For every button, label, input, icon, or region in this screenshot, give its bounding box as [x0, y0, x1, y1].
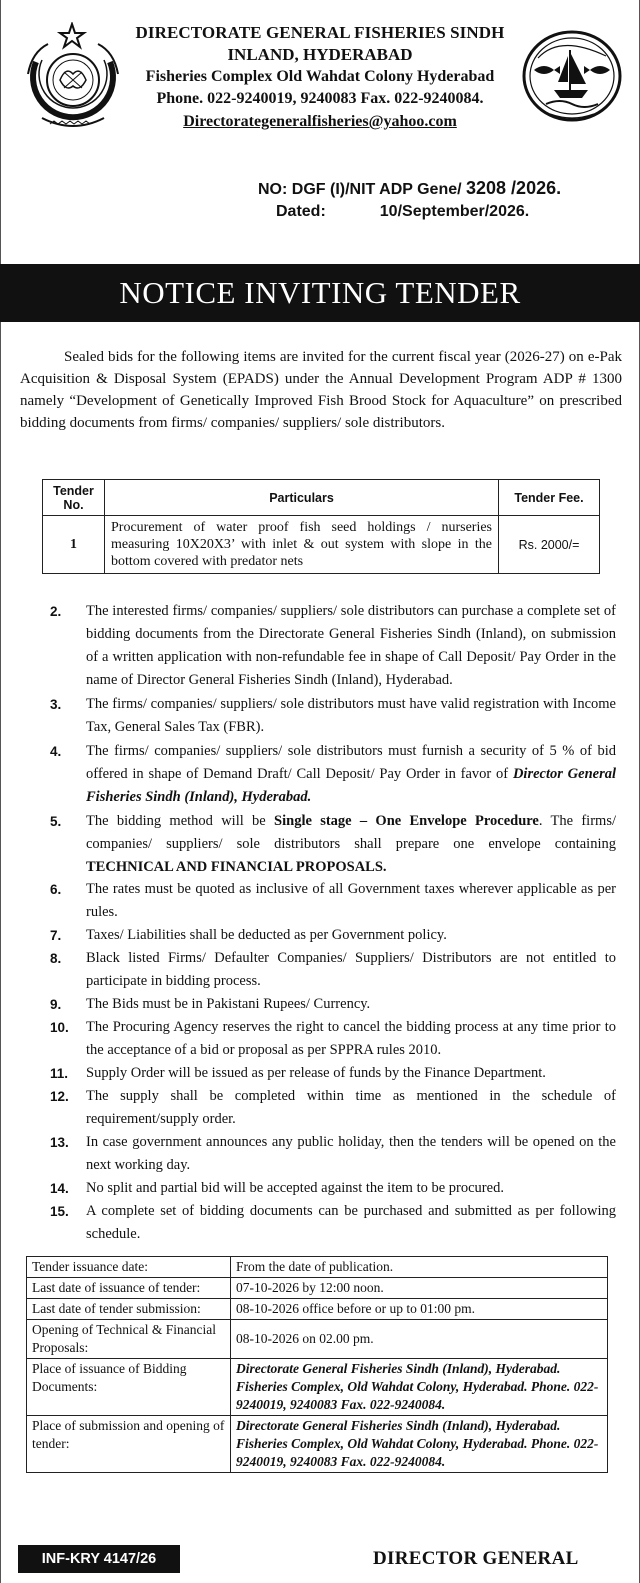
list-item	[50, 1085, 616, 1131]
schedule-value: From the date of publication.	[231, 1257, 608, 1278]
list-item	[50, 1062, 616, 1085]
item-text: The supply shall be completed within time as mentioned in the schedule of requirement/supply order.	[86, 1088, 616, 1127]
item-number: 13.	[50, 1135, 69, 1150]
org-name: DIRECTORATE GENERAL FISHERIES SINDH	[135, 23, 505, 42]
item-text-emphasis: TECHNICAL AND FINANCIAL PROPOSALS.	[86, 859, 387, 875]
list-item	[50, 810, 616, 879]
reference-number	[258, 178, 561, 199]
table-row	[27, 1257, 608, 1278]
sindh-government-seal-icon	[22, 22, 124, 134]
schedule-table	[26, 1256, 608, 1473]
tender-items-table	[42, 479, 600, 574]
reference-value: 3208 /2026.	[466, 178, 562, 198]
cell-tender-fee: Rs. 2000/=	[499, 516, 600, 574]
list-item	[50, 1016, 616, 1062]
schedule-label: Last date of issuance of tender:	[27, 1278, 231, 1299]
item-text: A complete set of bidding documents can be purchased and submitted as per following schedule.	[86, 1203, 616, 1242]
org-address: Fisheries Complex Old Wahdat Colony Hyderabad	[145, 68, 495, 85]
schedule-value: Directorate General Fisheries Sindh (Inland), Hyderabad. Fisheries Complex, Old Wahdat Colony, Hyderabad. Phone. 022-9240019, 9240083 Fax. 022-9240084.	[231, 1359, 608, 1416]
schedule-label: Tender issuance date:	[27, 1257, 231, 1278]
item-number: 7.	[50, 928, 62, 943]
list-item	[50, 947, 616, 993]
item-text: Taxes/ Liabilities shall be deducted as per Government policy.	[86, 927, 447, 943]
schedule-label: Opening of Technical & Financial Proposals:	[27, 1320, 231, 1359]
item-number: 6.	[50, 882, 62, 897]
org-email-link[interactable]: Directorategeneralfisheries@yahoo.com	[183, 113, 457, 130]
list-item	[50, 878, 616, 924]
dated-value: 10/September/2026.	[379, 203, 530, 220]
schedule-value: 08-10-2026 on 02.00 pm.	[231, 1320, 608, 1359]
item-text	[86, 810, 616, 879]
table-row	[27, 1278, 608, 1299]
list-item	[50, 600, 616, 692]
signatory-title: DIRECTOR GENERAL	[373, 1548, 579, 1569]
item-text: No split and partial bid will be accepted against the item to be procured.	[86, 1180, 504, 1196]
schedule-label: Place of issuance of Bidding Documents:	[27, 1359, 231, 1416]
tender-table-header-row	[43, 480, 600, 516]
item-text-part: The firms/ companies/ suppliers/ sole distributors must furnish a security of 5 % of bid offered in shape of Demand Draft/ Call Deposit/ Pay Order in favor of	[86, 743, 616, 782]
list-item	[50, 993, 616, 1016]
item-text: The rates must be quoted as inclusive of all Government taxes wherever applicable as per rules.	[86, 881, 616, 920]
schedule-value: Directorate General Fisheries Sindh (Inland), Hyderabad. Fisheries Complex, Old Wahdat Colony, Hyderabad. Phone. 022-9240019, 9240083 Fax. 022-9240084.	[231, 1416, 608, 1473]
item-number: 9.	[50, 997, 62, 1012]
schedule-label: Place of submission and opening of tender:	[27, 1416, 231, 1473]
notice-title-banner: NOTICE INVITING TENDER	[0, 264, 640, 322]
item-number: 5.	[50, 814, 62, 829]
item-number: 3.	[50, 697, 62, 712]
inf-code-badge: INF-KRY 4147/26	[18, 1545, 180, 1573]
fisheries-emblem-icon	[520, 28, 624, 124]
dated-label: Dated:	[276, 203, 326, 220]
item-text	[86, 740, 616, 809]
item-text-emphasis: Single stage – One Envelope Procedure	[274, 813, 539, 829]
item-text: Black listed Firms/ Defaulter Companies/ Suppliers/ Distributors are not entitled to participate in bidding process.	[86, 950, 616, 989]
schedule-value: 08-10-2026 office before or up to 01:00 pm.	[231, 1299, 608, 1320]
item-text: The Procuring Agency reserves the right to cancel the bidding process at any time prior to the acceptance of a bid or proposal as per SPPRA rules 2010.	[86, 1019, 616, 1058]
item-text-emphasis: Director General Fisheries Sindh (Inland), Hyderabad.	[86, 766, 617, 805]
item-number: 2.	[50, 604, 62, 619]
item-text: The firms/ companies/ suppliers/ sole distributors must have valid registration with Income Tax, General Sales Tax (FBR).	[86, 696, 616, 735]
item-number: 10.	[50, 1020, 69, 1035]
item-number: 15.	[50, 1204, 69, 1219]
header-particulars: Particulars	[105, 480, 499, 516]
list-item	[50, 1131, 616, 1177]
item-text-part: . The firms/ companies/ suppliers/ sole distributors shall prepare one envelope containing	[86, 813, 616, 852]
cell-tender-no: 1	[43, 516, 105, 574]
item-text: The interested firms/ companies/ suppliers/ sole distributors can purchase a complete set of bidding documents from the Directorate General Fisheries Sindh (Inland), on submission of a written application with non-refundable fee in shape of Call Deposit/ Pay Order in the name of Director General Fisheries Sindh (Inland), Hyderabad.	[86, 603, 616, 688]
item-number: 4.	[50, 744, 62, 759]
item-text: In case government announces any public holiday, then the tenders will be opened on the next working day.	[86, 1134, 616, 1173]
table-row	[27, 1359, 608, 1416]
item-number: 11.	[50, 1066, 69, 1081]
table-row	[27, 1299, 608, 1320]
table-row	[43, 516, 600, 574]
item-text: Supply Order will be issued as per release of funds by the Finance Department.	[86, 1065, 546, 1081]
org-location: INLAND, HYDERABAD	[227, 45, 413, 64]
table-row	[27, 1416, 608, 1473]
date-line	[276, 203, 529, 221]
item-number: 8.	[50, 951, 62, 966]
reference-prefix: NO: DGF (I)/NIT ADP Gene/	[258, 181, 467, 198]
schedule-value: 07-10-2026 by 12:00 noon.	[231, 1278, 608, 1299]
list-item	[50, 1200, 616, 1246]
item-number: 14.	[50, 1181, 69, 1196]
item-number: 12.	[50, 1089, 69, 1104]
list-item	[50, 693, 616, 739]
schedule-label: Last date of tender submission:	[27, 1299, 231, 1320]
header-tender-fee: Tender Fee.	[499, 480, 600, 516]
item-text-part: The bidding method will be	[86, 813, 275, 829]
list-item	[50, 924, 616, 947]
item-text: The Bids must be in Pakistani Rupees/ Currency.	[86, 996, 371, 1012]
cell-particulars: Procurement of water proof fish seed holdings / nurseries measuring 10X20X3’ with inlet & out system with slope in the bottom covered with predator nets	[105, 516, 499, 574]
header-tender-no: Tender No.	[43, 480, 105, 516]
intro-paragraph: Sealed bids for the following items are invited for the current fiscal year (2026-27) on e-Pak Acquisition & Disposal System (EPADS) under the Annual Development Program ADP # 1300 namely “Development of Genetically Improved Fish Brood Stock for Aquaculture” on prescribed bidding documents from firms/ companies/ suppliers/ sole distributors.	[20, 349, 622, 431]
list-item	[50, 740, 616, 809]
letterhead	[130, 22, 510, 134]
table-row	[27, 1320, 608, 1359]
org-phone-fax: Phone. 022-9240019, 9240083 Fax. 022-9240084.	[156, 90, 484, 107]
list-item	[50, 1177, 616, 1200]
